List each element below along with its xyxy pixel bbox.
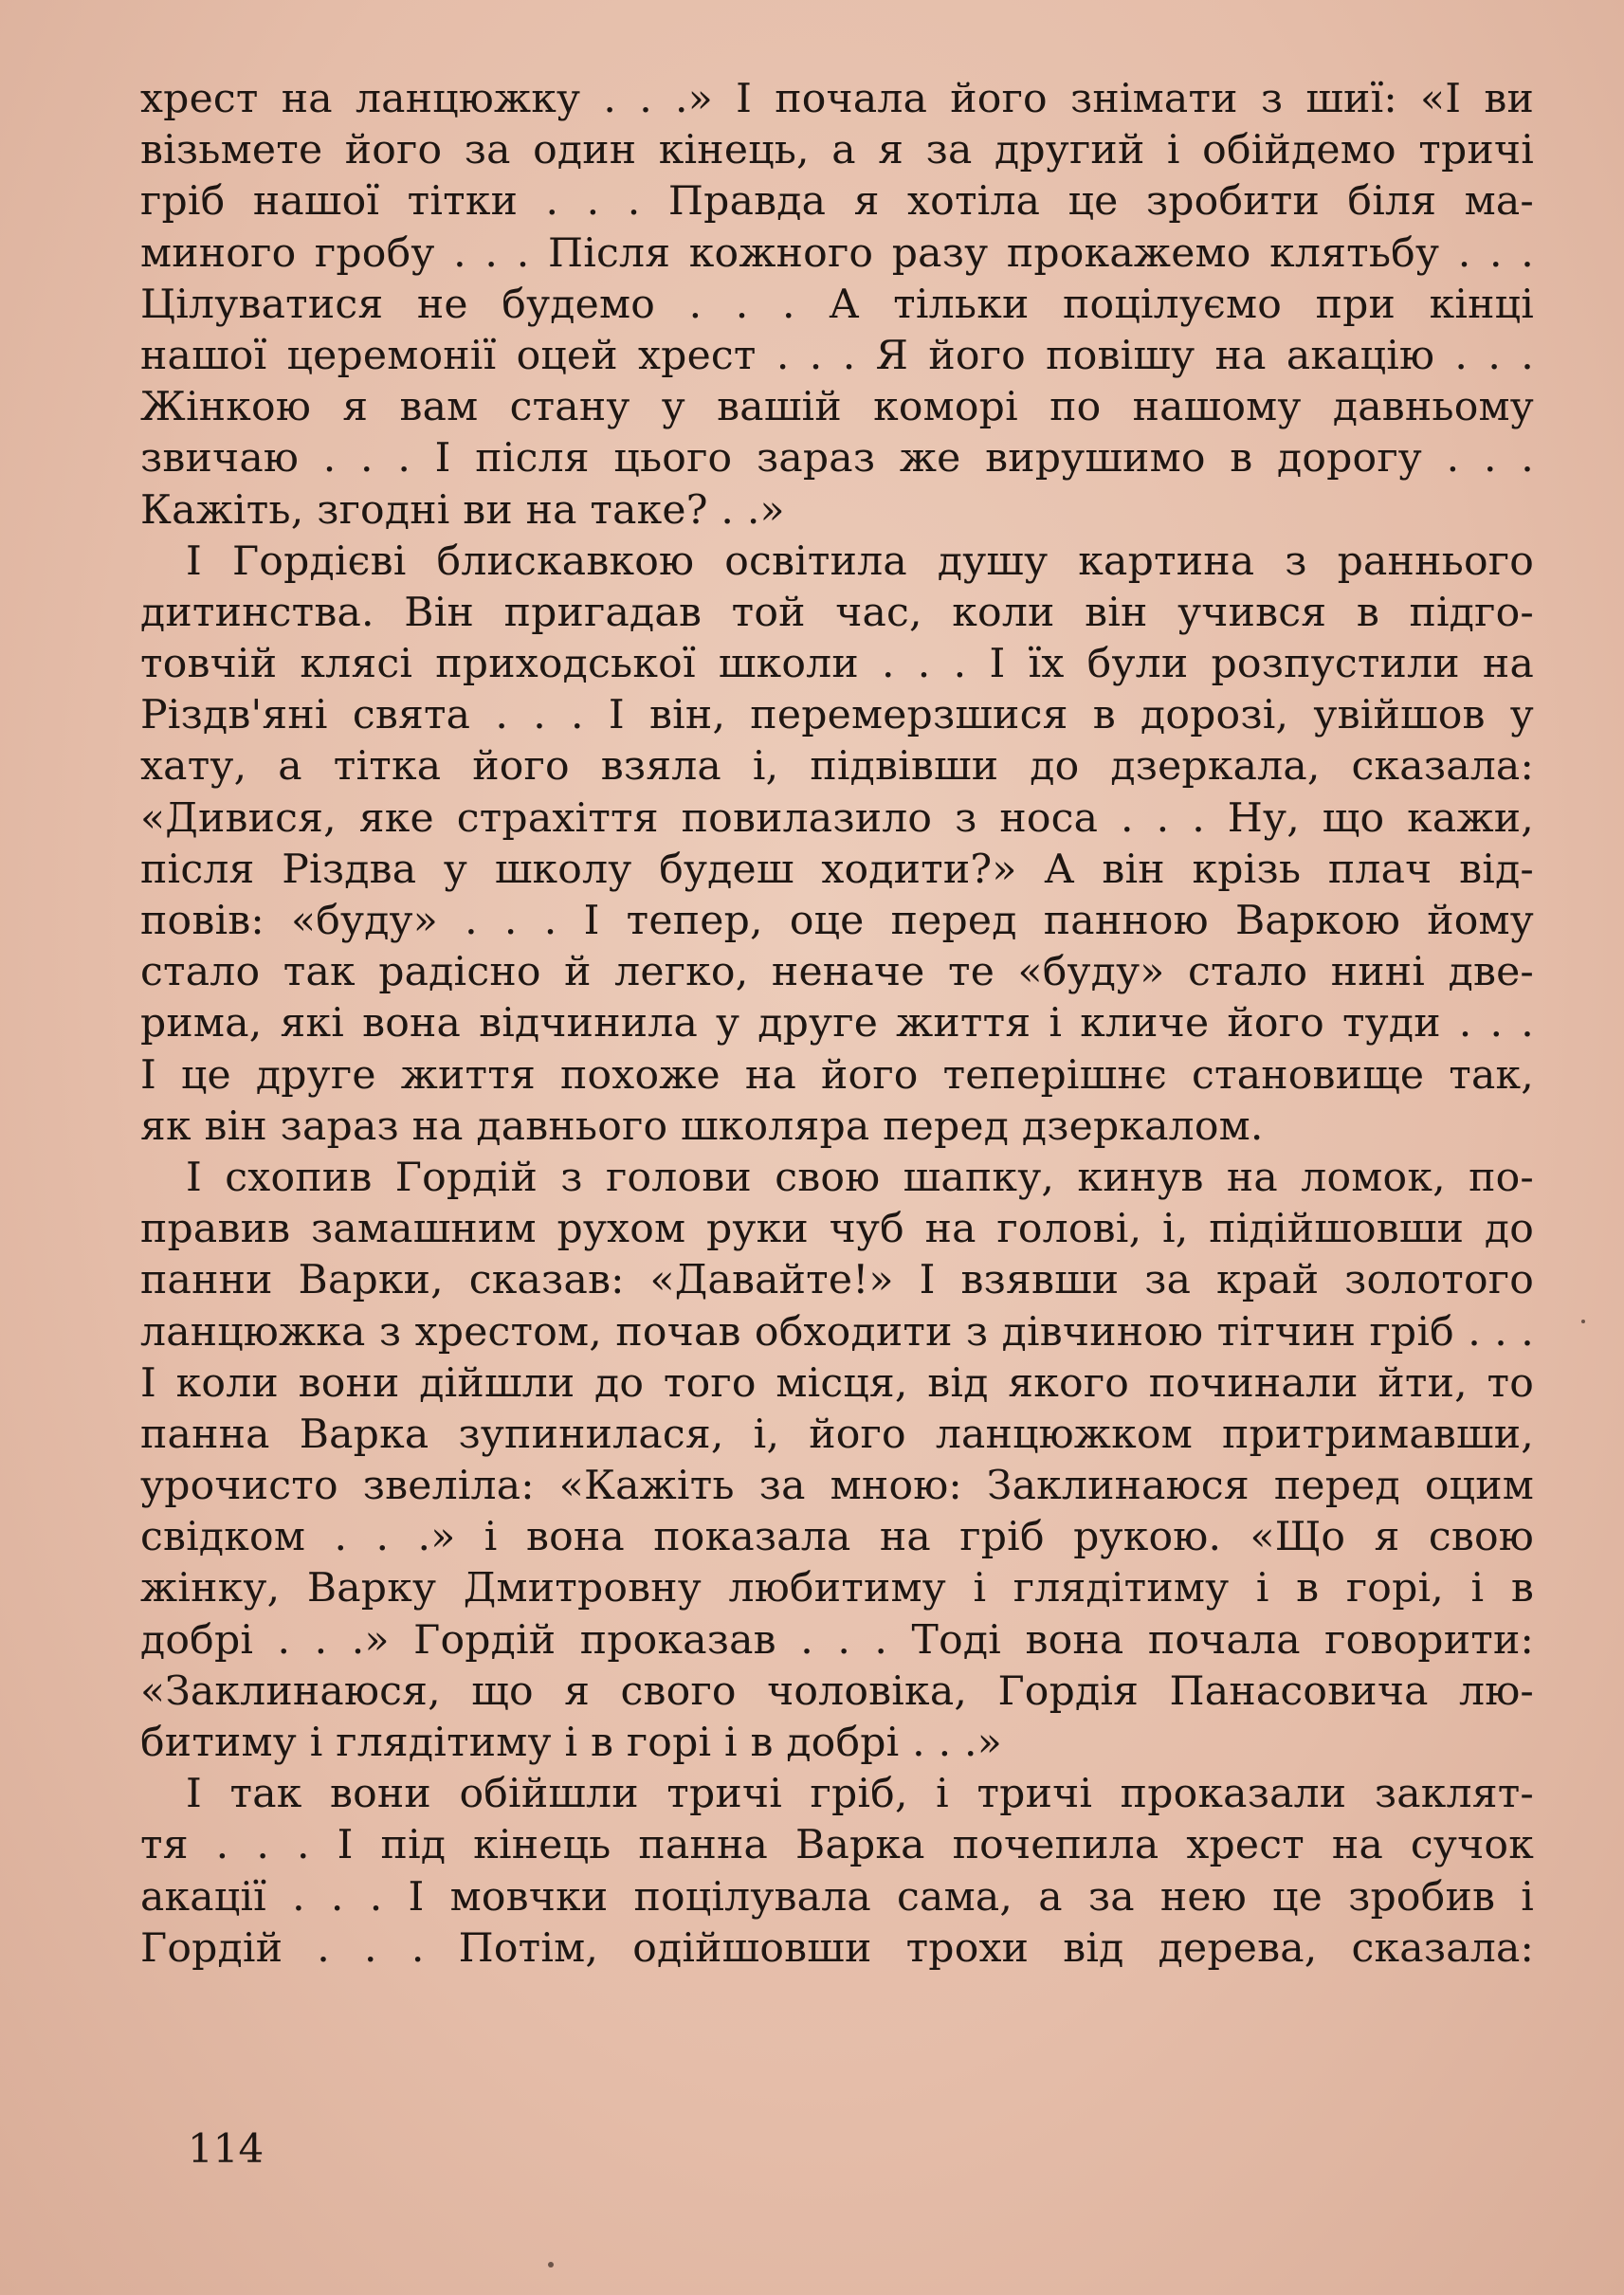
text-line-17: повів: «буду» . . . І тепер, оце перед панною Варкою йому: [140, 898, 1534, 944]
text-line-10: І Гордієві блискавкою освітила душу картина з раннього: [186, 537, 1534, 585]
text-line-12: товчій клясі приходської школи . . . І їх були розпустили на: [140, 641, 1534, 688]
text-line-20: І це друге життя похоже на його теперішнє становище так,: [140, 1051, 1534, 1099]
text-line-36: акації . . . І мовчки поцілувала сама, а за нею це зробив і: [140, 1873, 1534, 1921]
text-line-3: гріб нашої тітки . . . Правда я хотіла це зробити біля ма-: [140, 178, 1534, 226]
page-body: [140, 74, 1534, 1975]
text-line-9: Кажіть, згодні ви на таке? . .»: [140, 486, 785, 534]
text-line-11: дитинства. Він пригадав той час, коли він учився в підго-: [140, 589, 1534, 636]
text-line-13: Різдв'яні свята . . . І він, перемерзшися в дорозі, увійшов у: [140, 692, 1534, 739]
text-line-28: урочисто звеліла: «Кажіть за мною: Заклинаюся перед оцим: [140, 1463, 1534, 1510]
text-line-22: І схопив Гордій з голови свою шапку, кинув на ломок, по-: [186, 1154, 1534, 1201]
text-line-15: «Дивися, яке страхіття повилазило з носа . . . Ну, що кажи,: [140, 794, 1534, 842]
text-line-35: тя . . . І під кінець панна Варка почепила хрест на сучок: [140, 1822, 1534, 1869]
text-line-33: битиму і глядітиму і в горі і в добрі . . .»: [140, 1720, 1002, 1766]
text-line-27: панна Варка зупинилася, і, його ланцюжком притримавши,: [140, 1411, 1534, 1458]
text-line-4: миного гробу . . . Після кожного разу прокажемо клятьбу . . .: [140, 229, 1534, 277]
text-line-18: стало так радісно й легко, неначе те «буду» стало нині две-: [140, 949, 1534, 996]
text-line-5: Цілуватися не будемо . . . А тільки поцілуємо при кінці: [140, 281, 1534, 328]
paper-speck: [1581, 1320, 1585, 1323]
text-line-14: хату, а тітка його взяла і, підвівши до дзеркала, сказала:: [140, 743, 1534, 791]
text-line-25: ланцюжка з хрестом, почав обходити з дівчиною тітчин гріб . . .: [140, 1308, 1534, 1356]
text-line-6: нашої церемонії оцей хрест . . . Я його повішу на акацію . . .: [140, 332, 1534, 379]
text-line-34: І так вони обійшли тричі гріб, і тричі проказали заклят-: [186, 1771, 1534, 1818]
text-line-19: рима, які вона відчинила у друге життя і кличе його туди . . .: [140, 1000, 1534, 1047]
text-line-7: Жінкою я вам стану у вашій коморі по нашому давньому: [140, 384, 1534, 431]
text-line-21: як він зараз на давнього школяра перед дзеркалом.: [140, 1102, 1264, 1150]
text-line-29: свідком . . .» і вона показала на гріб рукою. «Що я свою: [140, 1514, 1534, 1561]
text-line-31: добрі . . .» Гордій проказав . . . Тоді вона почала говорити:: [140, 1616, 1534, 1664]
text-line-37: Гордій . . . Потім, одійшовши трохи від дерева, сказала:: [140, 1924, 1534, 1972]
text-line-24: панни Варки, сказав: «Давайте!» І взявши за край золотого: [140, 1257, 1534, 1304]
text-line-30: жінку, Варку Дмитровну любитиму і глядітиму і в горі, і в: [140, 1565, 1534, 1612]
text-line-23: правив замашним рухом руки чуб на голові, і, підійшовши до: [140, 1206, 1534, 1253]
text-line-2: візьмете його за один кінець, а я за другий і обійдемо тричі: [140, 127, 1534, 174]
text-line-32: «Заклинаюся, що я свого чоловіка, Гордія Панасовича лю-: [140, 1667, 1534, 1715]
text-line-16: після Різдва у школу будеш ходити?» А він крізь плач від-: [140, 846, 1534, 893]
text-line-8: звичаю . . . І після цього зараз же вирушимо в дорогу . . .: [140, 435, 1534, 483]
page-number: 114: [188, 2125, 265, 2172]
text-line-26: І коли вони дійшли до того місця, від якого починали йти, то: [140, 1359, 1534, 1407]
paper-speck: [548, 2262, 554, 2268]
text-line-1: хрест на ланцюжку . . .» І почала його знімати з шиї: «І ви: [140, 76, 1534, 122]
